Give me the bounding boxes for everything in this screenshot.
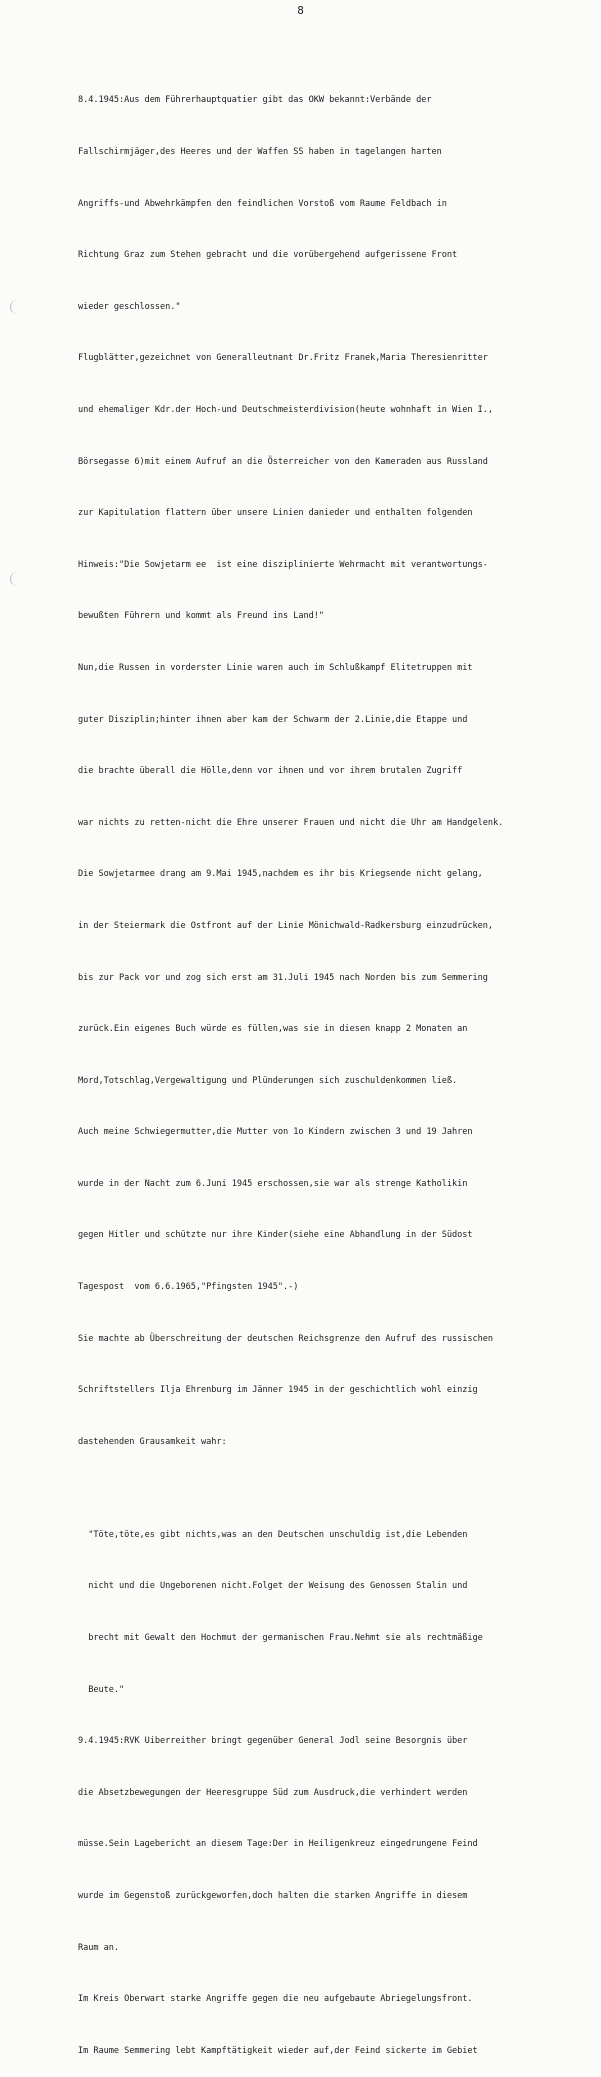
text-line: Hinweis:"Die Sowjetarm ee ist eine disziplinierte Wehrmacht mit verantwortungs- (78, 559, 488, 570)
text-line: Tagespost vom 6.6.1965,"Pfingsten 1945".-) (78, 1282, 299, 1293)
text-line: Raum an. (78, 1942, 119, 1953)
text-line: in der Steiermark die Ostfront auf der Linie Mönichwald-Radkersburg einzudrücken, (78, 920, 494, 931)
quote-line: nicht und die Ungeborenen nicht.Folget der Weisung des Genossen Stalin und (78, 1581, 468, 1592)
text-line: Angriffs-und Abwehrkämpfen den feindlichen Vorstoß vom Raume Feldbach in (78, 198, 447, 209)
text-line: Mord,Totschlag,Vergewaltigung und Plünderungen sich zuschuldenkommen ließ. (78, 1075, 458, 1086)
quote-line: Beute." (78, 1684, 125, 1695)
blank-line (78, 1485, 600, 1492)
text-line: Flugblätter,gezeichnet von Generalleutnant Dr.Fritz Franek,Maria Theresienritter (78, 353, 488, 364)
text-line: war nichts zu retten-nicht die Ehre unserer Frauen und nicht die Uhr am Handgelenk. (78, 817, 504, 828)
punch-hole-mark (10, 300, 25, 314)
text-line: bis zur Pack vor und zog sich erst am 31.Juli 1945 nach Norden bis zum Semmering (78, 972, 488, 983)
text-line: Im Kreis Oberwart starke Angriffe gegen die neu aufgebaute Abriegelungsfront. (78, 1994, 473, 2005)
text-line: Die Sowjetarmee drang am 9.Mai 1945,nachdem es ihr bis Kriegsende nicht gelang, (78, 869, 483, 880)
punch-hole-mark (10, 572, 25, 586)
text-line: und ehemaliger Kdr.der Hoch-und Deutschmeisterdivision(heute wohnhaft in Wien I., (78, 404, 494, 415)
quote-line: brecht mit Gewalt den Hochmut der germanischen Frau.Nehmt sie als rechtmäßige (78, 1633, 483, 1644)
quote-line: "Töte,töte,es gibt nichts,was an den Deutschen unschuldig ist,die Lebenden (78, 1529, 468, 1540)
text-line: die brachte überall die Hölle,denn vor ihnen und vor ihrem brutalen Zugriff (78, 766, 463, 777)
text-line: guter Disziplin;hinter ihnen aber kam der Schwarm der 2.Linie,die Etappe und (78, 714, 468, 725)
text-line: dastehenden Grausamkeit wahr: (78, 1436, 227, 1447)
text-line: Im Raume Semmering lebt Kampftätigkeit wieder auf,der Feind sickerte im Gebiet (78, 2045, 478, 2056)
text-line: Auch meine Schwiegermutter,die Mutter von 1o Kindern zwischen 3 und 19 Jahren (78, 1127, 473, 1138)
text-line: müsse.Sein Lagebericht an diesem Tage:Der in Heiligenkreuz eingedrungene Feind (78, 1839, 478, 1850)
text-line: Fallschirmjäger,des Heeres und der Waffen SS haben in tagelangen harten (78, 147, 442, 157)
text-line: wieder geschlossen." (78, 301, 181, 312)
text-line: wurde in der Nacht zum 6.Juni 1945 erschossen,sie war als strenge Katholikin (78, 1178, 468, 1189)
text-line: zur Kapitulation flattern über unsere Linien danieder und enthalten folgenden (78, 508, 473, 519)
text-line: Richtung Graz zum Stehen gebracht und die vorübergehend aufgerissene Front (78, 250, 458, 261)
text-line: Börsegasse 6)mit einem Aufruf an die Österreicher von den Kameraden aus Russland (78, 456, 488, 467)
text-line: bewußten Führern und kommt als Freund ins Land!" (78, 611, 324, 622)
text-line: Sie machte ab Überschreitung der deutschen Reichsgrenze den Aufruf des russischen (78, 1333, 494, 1344)
text-line: Schriftstellers Ilja Ehrenburg im Jänner 1945 in der geschichtlich wohl einzig (78, 1385, 478, 1396)
text-line: die Absetzbewegungen der Heeresgruppe Süd zum Ausdruck,die verhindert werden (78, 1787, 468, 1798)
text-line: zurück.Ein eigenes Buch würde es füllen,was sie in diesen knapp 2 Monaten an (78, 1024, 468, 1035)
text-line: 9.4.1945:RVK Uiberreither bringt gegenüber General Jodl seine Besorgnis über (78, 1736, 468, 1747)
text-line: wurde im Gegenstoß zurückgeworfen,doch halten die starken Angriffe in diesem (78, 1891, 468, 1901)
text-line: gegen Hitler und schützte nur ihre Kinder(siehe eine Abhandlung in der Südost (78, 1230, 473, 1241)
typescript-body (78, 58, 600, 2077)
page-number: 8 (297, 4, 304, 17)
text-line: Nun,die Russen in vorderster Linie waren auch im Schlußkampf Elitetruppen mit (78, 662, 473, 673)
text-line: 8.4.1945:Aus dem Führerhauptquatier gibt das OKW bekannt:Verbände der (78, 95, 432, 106)
